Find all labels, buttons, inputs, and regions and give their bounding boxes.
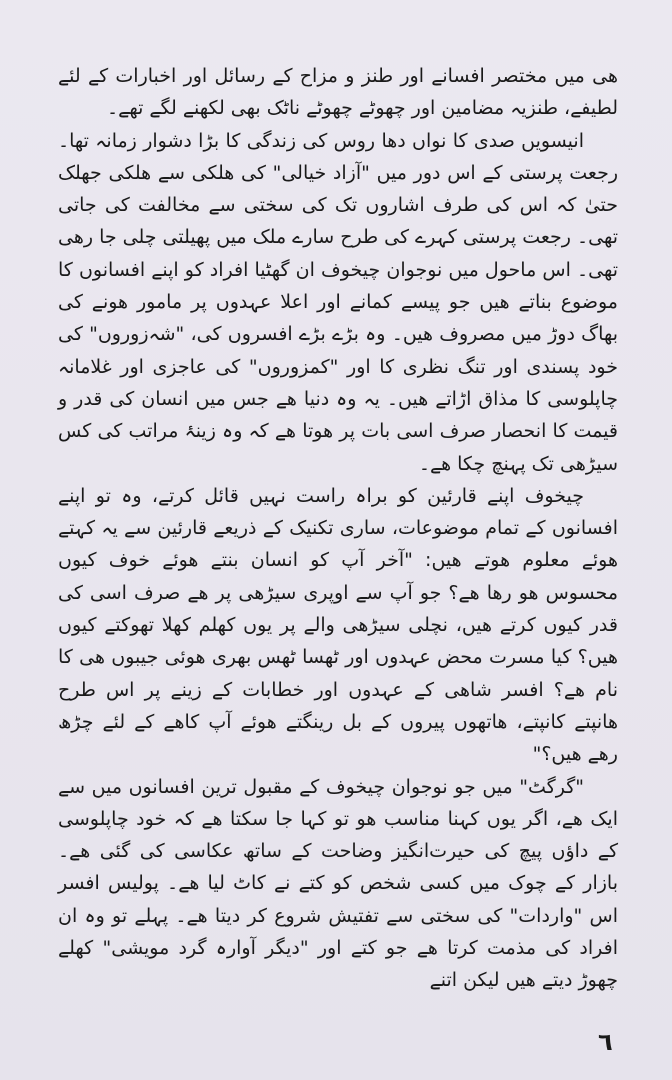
- paragraph-3: چیخوف اپنے قارئین کو براہ راست نہیں قائل کرتے، وہ تو اپنے افسانوں کے تمام موضوعات، ساری تکنیک کے ذریعے قارئین سے یہ کہتے ھوئے معلوم ھوتے ھیں: "آخر آپ کو انسان بنتے ھوئے خوف کیوں محسوس ھو رھا ھے؟ جو آپ سے اوپری سیڑھی پر ھے صرف اسی کی قدر کیوں کرتے ھیں، نچلی سیڑھی والے پر یوں کھلم کھلا تھوکتے کیوں ھیں؟ کیا مسرت محض عہدوں اور ٹھسا ٹھس بھری ھوئی جیبوں ھی کا نام ھے؟ افسر شاھی کے عہدوں اور خطابات کے زینے پر اس طرح ھانپتے کانپتے، ھاتھوں پیروں کے بل رینگتے ھوئے آپ کاھے کے لئے چڑھ رھے ھیں؟": [58, 484, 618, 766]
- page-number: ٦: [598, 1028, 613, 1056]
- paragraph-4: "گرگٹ" میں جو نوجوان چیخوف کے مقبول ترین افسانوں میں سے ایک ھے، اگر یوں کہنا مناسب ھو تو کہا جا سکتا ھے کہ خود چاپلوسی کے داؤں پیچ کی حیرت‌انگیز وضاحت کے ساتھ عکاسی کی گئی ھے۔ بازار کے چوک میں کسی شخص کو کتے نے کاٹ لیا ھے۔ پولیس افسر اس "واردات" کی سختی سے تفتیش شروع کر دیتا ھے۔ پہلے تو وہ ان افراد کی مذمت کرتا ھے جو کتے اور "دیگر آوارہ گرد مویشی" کھلے چھوڑ دیتے ھیں لیکن اتنے: [58, 775, 618, 992]
- paragraph-2: انیسویں صدی کا نواں دھا روس کی زندگی کا بڑا دشوار زمانہ تھا۔ رجعت پرستی کے اس دور میں "آزاد خیالی" کی ھلکی سے ھلکی جھلک حتیٰ کہ اس کی طرف اشاروں تک کی سختی سے مخالفت کی جاتی تھی۔ رجعت پرستی کہرے کی طرح سارے ملک میں پھیلتی چلی جا رھی تھی۔ اس ماحول میں نوجوان چیخوف ان گھٹیا افراد کو اپنے افسانوں کا موضوع بناتے ھیں جو پیسے کمانے اور اعلا عہدوں پر مامور ھونے کی بھاگ دوڑ میں مصروف ھیں۔ وہ بڑے بڑے افسروں کی، "شہ‌زوروں" کی خود پسندی اور تنگ نظری کا اور "کمزوروں" کی عاجزی اور غلامانہ چاپلوسی کا مذاق اڑاتے ھیں۔ یہ وہ دنیا ھے جس میں انسان کی قدر و قیمت کا انحصار صرف اسی بات پر ھوتا ھے کہ وہ زینۂ مراتب کی کس سیڑھی تک پہنچ چکا ھے۔: [58, 129, 618, 475]
- paragraph-1: ھی میں مختصر افسانے اور طنز و مزاح کے رسائل اور اخبارات کے لئے لطیفے، طنزیہ مضامین اور چھوٹے چھوٹے ناٹک بھی لکھنے لگے تھے۔: [58, 65, 618, 120]
- page-body-text: [58, 60, 618, 997]
